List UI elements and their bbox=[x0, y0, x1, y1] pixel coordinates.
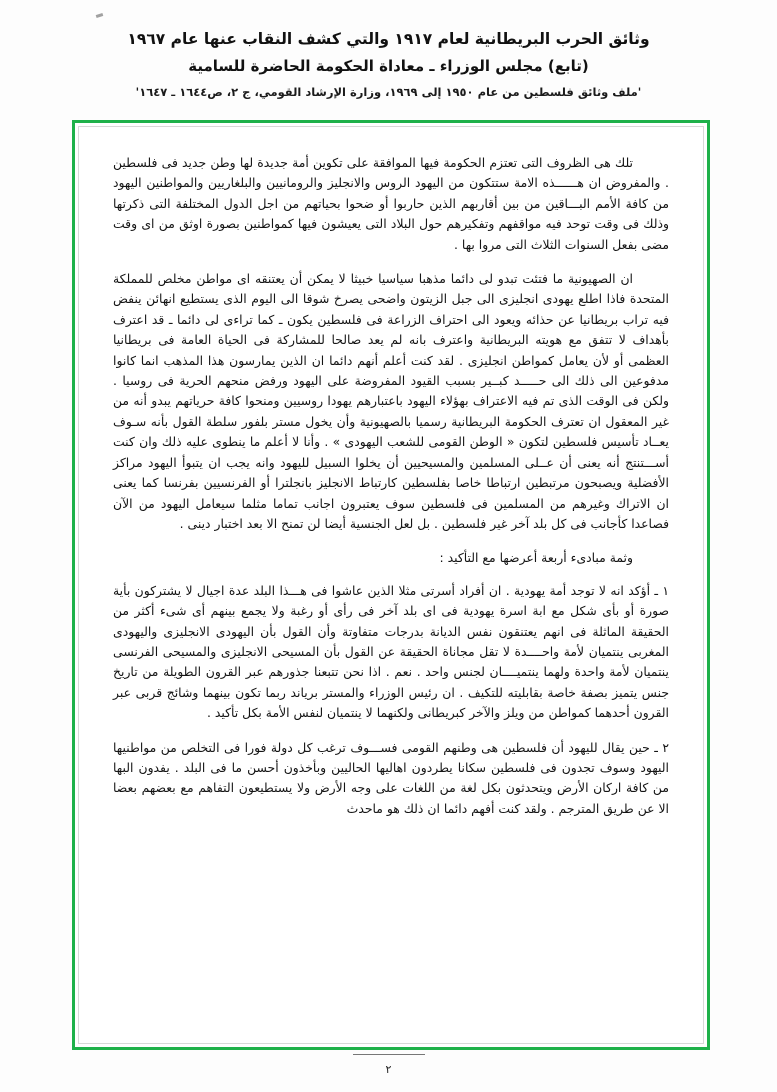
document-title-line-2: (تابع) مجلس الوزراء ـ معاداة الحكومة الحاضرة للسامية bbox=[188, 57, 589, 75]
numbered-item-2: ٢ ـ حين يقال لليهود أن فلسطين هى وطنهم القومى فســـوف ترغب كل دولة فورا فى التخلص من مواطنيها اليهود وسوف تجدون فى فلسطين سكانا يطردون اهاليها الحاليين وبأخذون أحسن ما فى البلد . يفدون البها من كافة اركان الأرض ويتحدثون بكل لغة من اللغات على وجه الأرض ولا يستطيعون التفاهم مع بعضهم بعضا الا عن طريق المترجم . ولقد كنت أفهم دائما ان ذلك هو ماحدث bbox=[113, 739, 669, 816]
document-footer bbox=[0, 1054, 777, 1076]
green-border-frame bbox=[72, 120, 710, 1050]
paragraph-3-intro: وثمة مبادىء أربعة أعرضها مع التأكيد : bbox=[439, 550, 633, 566]
footer-rule bbox=[353, 1054, 425, 1055]
document-source-note: 'ملف وثائق فلسطين من عام ١٩٥٠ إلى ١٩٦٩، وزارة الإرشاد القومي، ج ٢، ص١٦٤٤ ـ ١٦٤٧' bbox=[135, 85, 642, 99]
frame-inner-border bbox=[78, 126, 704, 1044]
paragraph-1: تلك هى الظروف التى تعتزم الحكومة فيها الموافقة على تكوين أمة جديدة لها وطن جديد فى فلسطين . والمفروض ان هــــــذه الامة ستتكون من اليهود الروس والانجليز والرومانيين والبلغاريين والمواطنين اليهود من كافة الأمم البـــاقين من بين أقاربهم الذين حاربوا أو ضحوا بحياتهم من اجل الدول المختلفة التى ذكرتها وذلك فى وقت توحد فيه مواقفهم وتفكيرهم حول البلاد التى يعيشون فيها كمواطنين بصورة اوثق من اى وقت مضى بفعل السنوات الثلاث التى مروا بها . bbox=[113, 155, 669, 252]
page-number: ٢ bbox=[385, 1063, 392, 1076]
numbered-item-1: ١ ـ أؤكد انه لا توجد أمة يهودية . ان أفراد أسرتى مثلا الذين عاشوا فى هـــذا البلد عدة اجيال لا يشتركون بأية صورة أو بأى شكل مع ابة اسرة يهودية فى اى بلد آخر فى رأى أو رغبة ولا يجمع بينهم أى شىء أكثر من الحقيقة الماثلة فى انهم يعتنقون نفس الديانة بدرجات متفاوتة وأن القول بأن اليهودى الانجليزى واليهودى المغربى ينتميان لأمة واحــــدة لا تقل مجاناة الحقيقة عن القول بأن المسيحى الانجليزى والمسيحى الفرنسى ينتميان لأمة واحدة ولهما ينتميــــان لجنس واحد . نعم . اذا نحن تتبعنا جذورهم عبر القرون الطويلة من تاريخ جنس يتميز بصفة خاصة بقابليته للتكيف . ان رئيس الوزراء والمستر برياند ربما تكون بينهما وشائج قربى عبر القرون أحدهما كمواطن من ويلز والآخر كبريطانى ولكنهما لا ينتميان لنفس الأمة بكل تأكيد . bbox=[113, 582, 669, 721]
scan-artifact-mark bbox=[96, 13, 104, 18]
paragraph-2: ان الصهيونية ما فتئت تبدو لى دائما مذهبا سياسيا خبيثا لا يمكن أن يعتنقه اى مواطن مخلص للمملكة المتحدة فاذا اطلع يهودى انجليزى الى جبل الزيتون واضحى يصرخ شوقا الى اليوم الذى يستطيع انهائن ينفض فيه تراب بريطانيا عن حذائه ويعود الى احتراف الزراعة فى فلسطين يكون ـ كما تراءى لى دائما ـ قد اعترف بأهداف لا تتفق مع هويته البريطانية واعترف بانه لم يعد صالحا للمشاركة فى الحياة العامة فى بريطانيا العظمى أو لأن يعامل كمواطن انجليزى . لقد كنت أعلم أنهم دائما ان الذين يمارسون هذا المذهب انما كانوا مدفوعين الى ذلك الى حـــــد كبــير بسبب القيود المفروضة على اليهود ورفض منحهم الحرية فى روسيا . ولكن فى الوقت الذى تم فيه الاعتراف بهؤلاء اليهود باعتبارهم يهودا روسيين ومنحوا كافة حرياتهم يبدو أنه من غير المعقول ان تعترف الحكومة البريطانية رسميا بالصهيونية وأن يخول مستر بلفور سلطة القول بأنه سـوف يعــاد تأسيس فلسطين لتكون « الوطن القومى للشعب اليهودى » . وأنا لا أعلم ما ينطوى عليه ذلك وان كنت أســـتنتج أنه يعنى أن عــلى المسلمين والمسيحيين أن يخلوا السبيل لليهود وانه يجب ان يتبوأ اليهود مراكز الأفضلية ويصبحون مرتبطين ارتباطا خاصا بفلسطين كارتباط الانجليز بانجلترا أو الفرنسيين بفرنسا كما يعنى ان الاتراك وغيرهم من المسلمين فى فلسطين سوف يعتبرون اجانب تماما مثلما سيعامل اليهود من الآن فصاعدا كأجانب فى كل بلد آخر غير فلسطين . بل لعل الجنسية أيضا لن تمنح الا بعد اختبار دينى . bbox=[113, 271, 669, 531]
document-body bbox=[79, 127, 703, 843]
document-title-line-1: وثائق الحرب البريطانية لعام ١٩١٧ والتي كشف النقاب عنها عام ١٩٦٧ bbox=[127, 30, 650, 48]
document-header bbox=[0, 30, 777, 99]
